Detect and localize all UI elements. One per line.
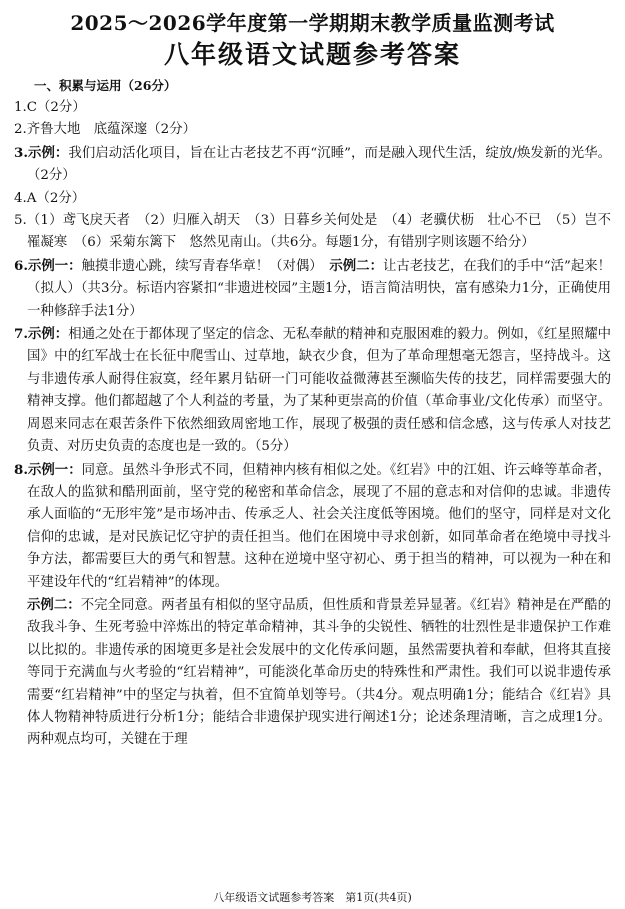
- page-footer: 八年级语文试题参考答案 第1页(共4页): [213, 891, 412, 904]
- answer-2: 2.齐鲁大地 底蕴深邃（2分）: [14, 122, 196, 138]
- exam-title: 2025～2026学年度第一学期期末教学质量监测考试: [70, 11, 555, 35]
- answer-8-text-2: 不完全同意。两者虽有相似的坚守品质，但性质和背景差异显著。《红岩》精神是在严酷的敌我斗争、生死考验中淬炼出的特定革命精神，其斗争的尖锐性、牺牲的壮烈性是非遗保护工作难以比拟的。非遗传承的困境更多是社会发展中的文化传承问题，虽然需要执着和奉献，但将其直接等同于充满血与火考验的“红岩精神”，可能淡化革命历史的特殊性和严肃性。我们可以说非遗传承需要“红岩精神”中的坚定与执着，但不宜简单划等号。（共4分。观点明确1分；能结合《红岩》具体人物精神特质进行分析1分；能结合非遗保护现实进行阐述1分；论述条理清晰，言之成理1分。两种观点均可，关键在于理: [27, 597, 611, 748]
- section-heading: 一、积累与运用（26分）: [34, 78, 177, 93]
- answer-6-label-2: 示例二：: [329, 257, 383, 274]
- answer-6-text-1: 触摸非遗心跳，续写青春华章！（对偶）: [81, 258, 330, 274]
- answer-6-label-1: 6.示例一：: [14, 257, 82, 274]
- answer-8-example-2: [14, 594, 611, 752]
- answer-7: [14, 323, 611, 458]
- answer-8-label-2: 示例二：: [27, 596, 81, 613]
- answer-1: 1.C（2分）: [14, 100, 86, 115]
- answer-7-text: 相通之处在于都体现了坚定的信念、无私奉献的精神和克服困难的毅力。例如，《红星照耀中国》中的红军战士在长征中爬雪山、过草地，缺衣少食，但为了革命理想毫无怨言，坚持战斗。这与非遗传承人耐得住寂寞，经年累月钻研一门可能收益微薄甚至濒临失传的技艺，同样需要强大的精神支撑。他们都超越了个人利益的考量，为了某种更崇高的价值（革命事业/文化传承）而坚守。周恩来同志在艰苦条件下依然细致周密地工作，展现了极强的责任感和信念感，这与传承人对技艺负责、对历史负责的态度也是一致的。（5分）: [27, 327, 611, 455]
- answer-6: [14, 255, 611, 323]
- answer-3: [14, 142, 611, 188]
- document-title: 八年级语文试题参考答案: [163, 40, 461, 69]
- answer-8-label-1: 8.示例一：: [14, 461, 82, 478]
- answer-4: 4.A（2分）: [14, 190, 86, 206]
- answer-6-text-2: 让古老技艺，在我们的手中“活”起来！（拟人）（共3分。标语内容紧扣“非遗进校园”主题1分，语言简洁明快，富有感染力1分，正确使用一种修辞手法1分）: [27, 258, 612, 319]
- answer-8-text-1: 同意。虽然斗争形式不同，但精神内核有相似之处。《红岩》中的江姐、许云峰等革命者，在敌人的监狱和酷刑面前，坚守党的秘密和革命信念，展现了不屈的意志和对信仰的忠诚。非遗传承人面临的“无形牢笼”是市场冲击、传承乏人、社会关注度低等困境。他们的坚守，同样是对文化信仰的忠诚，是对民族记忆守护的责任担当。他们在困境中寻求创新，如同革命者在绝境中寻找斗争方法，都需要巨大的勇气和智慧。这种在逆境中坚守初心、勇于担当的精神，可以视为一种在和平建设年代的“红岩精神”的体现。: [27, 462, 611, 590]
- answer-5: 5.（1）鸢飞戾天者 （2）归雁入胡天 （3）日暮乡关何处是 （4）老骥伏枥 壮心不已 （5）岂不罹凝寒 （6）采菊东篱下 悠然见南山。（共6分。每题1分，有错别字则该题不给分）: [14, 213, 611, 251]
- answer-7-label: 7.示例：: [14, 326, 69, 343]
- answer-3-text: 我们启动活化项目，旨在让古老技艺不再“沉睡”，而是融入现代生活，绽放/焕发新的光华。（2分）: [27, 145, 612, 184]
- answer-3-label: 3.示例：: [14, 144, 69, 161]
- answer-8-example-1: [14, 459, 611, 594]
